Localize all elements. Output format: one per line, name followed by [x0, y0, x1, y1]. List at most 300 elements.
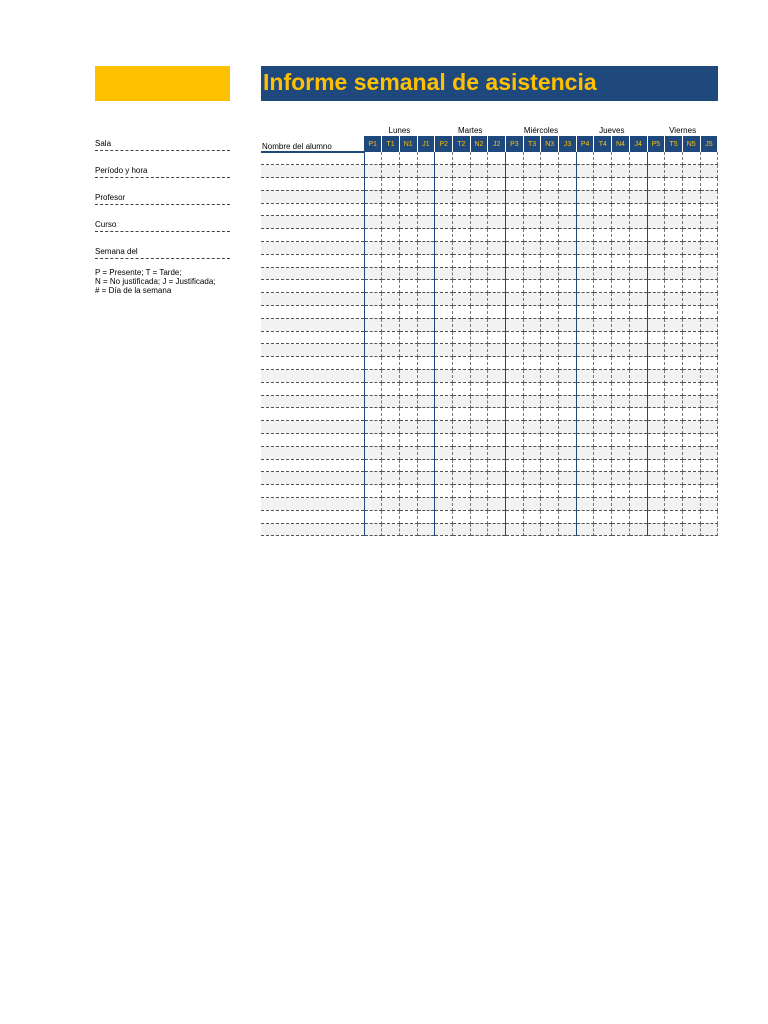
- attendance-cell[interactable]: [523, 485, 541, 498]
- attendance-cell[interactable]: [417, 472, 435, 485]
- attendance-cell[interactable]: [382, 318, 400, 331]
- attendance-cell[interactable]: [523, 446, 541, 459]
- attendance-cell[interactable]: [629, 459, 647, 472]
- attendance-cell[interactable]: [488, 459, 506, 472]
- attendance-cell[interactable]: [594, 254, 612, 267]
- attendance-cell[interactable]: [523, 408, 541, 421]
- student-name-cell[interactable]: [261, 446, 364, 459]
- attendance-cell[interactable]: [647, 523, 665, 536]
- attendance-cell[interactable]: [364, 472, 382, 485]
- attendance-cell[interactable]: [523, 203, 541, 216]
- attendance-cell[interactable]: [364, 408, 382, 421]
- attendance-cell[interactable]: [594, 498, 612, 511]
- attendance-cell[interactable]: [470, 498, 488, 511]
- attendance-cell[interactable]: [594, 446, 612, 459]
- attendance-cell[interactable]: [647, 229, 665, 242]
- attendance-cell[interactable]: [399, 165, 417, 178]
- attendance-cell[interactable]: [576, 370, 594, 383]
- attendance-cell[interactable]: [594, 178, 612, 191]
- attendance-cell[interactable]: [594, 382, 612, 395]
- attendance-cell[interactable]: [541, 331, 559, 344]
- attendance-cell[interactable]: [576, 190, 594, 203]
- attendance-cell[interactable]: [559, 498, 577, 511]
- attendance-cell[interactable]: [612, 190, 630, 203]
- attendance-cell[interactable]: [576, 280, 594, 293]
- attendance-cell[interactable]: [382, 459, 400, 472]
- attendance-cell[interactable]: [682, 498, 700, 511]
- attendance-cell[interactable]: [594, 293, 612, 306]
- attendance-cell[interactable]: [559, 510, 577, 523]
- attendance-cell[interactable]: [417, 293, 435, 306]
- attendance-cell[interactable]: [559, 165, 577, 178]
- attendance-cell[interactable]: [382, 306, 400, 319]
- attendance-cell[interactable]: [665, 434, 683, 447]
- attendance-cell[interactable]: [523, 382, 541, 395]
- attendance-cell[interactable]: [435, 216, 453, 229]
- attendance-cell[interactable]: [523, 344, 541, 357]
- attendance-cell[interactable]: [470, 408, 488, 421]
- attendance-cell[interactable]: [417, 254, 435, 267]
- attendance-cell[interactable]: [665, 395, 683, 408]
- attendance-cell[interactable]: [559, 331, 577, 344]
- attendance-cell[interactable]: [506, 152, 524, 165]
- attendance-cell[interactable]: [399, 190, 417, 203]
- attendance-cell[interactable]: [576, 203, 594, 216]
- attendance-cell[interactable]: [576, 306, 594, 319]
- info-field[interactable]: Período y hora: [95, 165, 230, 178]
- attendance-cell[interactable]: [399, 178, 417, 191]
- attendance-cell[interactable]: [665, 408, 683, 421]
- attendance-cell[interactable]: [629, 267, 647, 280]
- student-name-cell[interactable]: [261, 357, 364, 370]
- attendance-cell[interactable]: [576, 152, 594, 165]
- attendance-cell[interactable]: [417, 190, 435, 203]
- attendance-cell[interactable]: [452, 344, 470, 357]
- attendance-cell[interactable]: [523, 293, 541, 306]
- attendance-cell[interactable]: [612, 318, 630, 331]
- attendance-cell[interactable]: [452, 267, 470, 280]
- attendance-cell[interactable]: [647, 485, 665, 498]
- attendance-cell[interactable]: [470, 459, 488, 472]
- attendance-cell[interactable]: [435, 523, 453, 536]
- attendance-cell[interactable]: [382, 498, 400, 511]
- attendance-cell[interactable]: [506, 267, 524, 280]
- attendance-cell[interactable]: [647, 395, 665, 408]
- attendance-cell[interactable]: [470, 242, 488, 255]
- attendance-cell[interactable]: [594, 203, 612, 216]
- attendance-cell[interactable]: [594, 306, 612, 319]
- attendance-cell[interactable]: [629, 254, 647, 267]
- attendance-cell[interactable]: [364, 203, 382, 216]
- attendance-cell[interactable]: [665, 178, 683, 191]
- attendance-cell[interactable]: [523, 395, 541, 408]
- attendance-cell[interactable]: [417, 216, 435, 229]
- attendance-cell[interactable]: [417, 370, 435, 383]
- attendance-cell[interactable]: [364, 446, 382, 459]
- attendance-cell[interactable]: [647, 280, 665, 293]
- attendance-cell[interactable]: [612, 421, 630, 434]
- attendance-cell[interactable]: [629, 382, 647, 395]
- attendance-cell[interactable]: [541, 370, 559, 383]
- attendance-cell[interactable]: [452, 216, 470, 229]
- attendance-cell[interactable]: [629, 472, 647, 485]
- attendance-cell[interactable]: [364, 280, 382, 293]
- attendance-cell[interactable]: [576, 498, 594, 511]
- attendance-cell[interactable]: [576, 242, 594, 255]
- attendance-cell[interactable]: [488, 229, 506, 242]
- attendance-cell[interactable]: [523, 510, 541, 523]
- student-name-cell[interactable]: [261, 382, 364, 395]
- attendance-cell[interactable]: [364, 523, 382, 536]
- attendance-cell[interactable]: [435, 408, 453, 421]
- attendance-cell[interactable]: [559, 254, 577, 267]
- attendance-cell[interactable]: [452, 510, 470, 523]
- attendance-cell[interactable]: [559, 190, 577, 203]
- attendance-cell[interactable]: [506, 190, 524, 203]
- attendance-cell[interactable]: [576, 216, 594, 229]
- attendance-cell[interactable]: [417, 306, 435, 319]
- attendance-cell[interactable]: [435, 382, 453, 395]
- attendance-cell[interactable]: [364, 216, 382, 229]
- student-name-cell[interactable]: [261, 408, 364, 421]
- attendance-cell[interactable]: [541, 293, 559, 306]
- attendance-cell[interactable]: [382, 165, 400, 178]
- attendance-cell[interactable]: [541, 165, 559, 178]
- attendance-cell[interactable]: [700, 485, 718, 498]
- attendance-cell[interactable]: [682, 523, 700, 536]
- attendance-cell[interactable]: [541, 306, 559, 319]
- attendance-cell[interactable]: [523, 357, 541, 370]
- attendance-cell[interactable]: [417, 152, 435, 165]
- attendance-cell[interactable]: [452, 446, 470, 459]
- attendance-cell[interactable]: [382, 370, 400, 383]
- attendance-cell[interactable]: [364, 485, 382, 498]
- attendance-cell[interactable]: [470, 152, 488, 165]
- attendance-cell[interactable]: [506, 306, 524, 319]
- attendance-cell[interactable]: [435, 331, 453, 344]
- attendance-cell[interactable]: [506, 382, 524, 395]
- attendance-cell[interactable]: [541, 190, 559, 203]
- attendance-cell[interactable]: [612, 382, 630, 395]
- attendance-cell[interactable]: [364, 382, 382, 395]
- attendance-cell[interactable]: [399, 229, 417, 242]
- attendance-cell[interactable]: [559, 485, 577, 498]
- attendance-cell[interactable]: [612, 152, 630, 165]
- attendance-cell[interactable]: [541, 523, 559, 536]
- attendance-cell[interactable]: [452, 152, 470, 165]
- student-name-cell[interactable]: [261, 472, 364, 485]
- attendance-cell[interactable]: [488, 421, 506, 434]
- attendance-cell[interactable]: [364, 318, 382, 331]
- attendance-cell[interactable]: [382, 254, 400, 267]
- student-name-cell[interactable]: [261, 203, 364, 216]
- student-name-cell[interactable]: [261, 242, 364, 255]
- attendance-cell[interactable]: [647, 434, 665, 447]
- attendance-cell[interactable]: [382, 216, 400, 229]
- attendance-cell[interactable]: [682, 254, 700, 267]
- attendance-cell[interactable]: [594, 434, 612, 447]
- attendance-cell[interactable]: [576, 382, 594, 395]
- attendance-cell[interactable]: [506, 523, 524, 536]
- attendance-cell[interactable]: [647, 498, 665, 511]
- attendance-cell[interactable]: [594, 229, 612, 242]
- attendance-cell[interactable]: [665, 446, 683, 459]
- attendance-cell[interactable]: [506, 178, 524, 191]
- attendance-cell[interactable]: [629, 344, 647, 357]
- attendance-cell[interactable]: [417, 280, 435, 293]
- attendance-cell[interactable]: [576, 267, 594, 280]
- attendance-cell[interactable]: [399, 267, 417, 280]
- attendance-cell[interactable]: [506, 498, 524, 511]
- attendance-cell[interactable]: [594, 357, 612, 370]
- attendance-cell[interactable]: [364, 190, 382, 203]
- attendance-cell[interactable]: [435, 165, 453, 178]
- attendance-cell[interactable]: [612, 395, 630, 408]
- attendance-cell[interactable]: [700, 293, 718, 306]
- attendance-cell[interactable]: [452, 382, 470, 395]
- attendance-cell[interactable]: [700, 382, 718, 395]
- attendance-cell[interactable]: [612, 459, 630, 472]
- attendance-cell[interactable]: [559, 370, 577, 383]
- attendance-cell[interactable]: [682, 152, 700, 165]
- attendance-cell[interactable]: [364, 306, 382, 319]
- attendance-cell[interactable]: [541, 510, 559, 523]
- attendance-cell[interactable]: [417, 382, 435, 395]
- attendance-cell[interactable]: [364, 165, 382, 178]
- attendance-cell[interactable]: [612, 280, 630, 293]
- attendance-cell[interactable]: [506, 293, 524, 306]
- attendance-cell[interactable]: [576, 229, 594, 242]
- student-name-cell[interactable]: [261, 280, 364, 293]
- attendance-cell[interactable]: [399, 510, 417, 523]
- attendance-cell[interactable]: [647, 152, 665, 165]
- attendance-cell[interactable]: [647, 510, 665, 523]
- attendance-cell[interactable]: [364, 254, 382, 267]
- attendance-cell[interactable]: [488, 370, 506, 383]
- attendance-cell[interactable]: [647, 446, 665, 459]
- attendance-cell[interactable]: [399, 446, 417, 459]
- attendance-cell[interactable]: [470, 267, 488, 280]
- attendance-cell[interactable]: [682, 395, 700, 408]
- attendance-cell[interactable]: [612, 434, 630, 447]
- student-name-cell[interactable]: [261, 498, 364, 511]
- attendance-cell[interactable]: [417, 421, 435, 434]
- attendance-cell[interactable]: [452, 485, 470, 498]
- attendance-cell[interactable]: [647, 190, 665, 203]
- attendance-cell[interactable]: [665, 510, 683, 523]
- attendance-cell[interactable]: [541, 242, 559, 255]
- attendance-cell[interactable]: [399, 472, 417, 485]
- attendance-cell[interactable]: [559, 357, 577, 370]
- attendance-cell[interactable]: [399, 370, 417, 383]
- attendance-cell[interactable]: [488, 434, 506, 447]
- attendance-cell[interactable]: [506, 510, 524, 523]
- attendance-cell[interactable]: [559, 472, 577, 485]
- attendance-cell[interactable]: [594, 395, 612, 408]
- attendance-cell[interactable]: [647, 242, 665, 255]
- attendance-cell[interactable]: [506, 165, 524, 178]
- attendance-cell[interactable]: [594, 421, 612, 434]
- attendance-cell[interactable]: [665, 165, 683, 178]
- attendance-cell[interactable]: [647, 472, 665, 485]
- attendance-cell[interactable]: [382, 382, 400, 395]
- attendance-cell[interactable]: [682, 485, 700, 498]
- attendance-cell[interactable]: [612, 165, 630, 178]
- attendance-cell[interactable]: [452, 190, 470, 203]
- attendance-cell[interactable]: [435, 434, 453, 447]
- attendance-cell[interactable]: [594, 510, 612, 523]
- attendance-cell[interactable]: [364, 370, 382, 383]
- attendance-cell[interactable]: [647, 165, 665, 178]
- attendance-cell[interactable]: [470, 421, 488, 434]
- attendance-cell[interactable]: [612, 523, 630, 536]
- attendance-cell[interactable]: [470, 280, 488, 293]
- attendance-cell[interactable]: [364, 434, 382, 447]
- attendance-cell[interactable]: [559, 267, 577, 280]
- attendance-cell[interactable]: [665, 498, 683, 511]
- attendance-cell[interactable]: [470, 216, 488, 229]
- student-name-cell[interactable]: [261, 523, 364, 536]
- attendance-cell[interactable]: [559, 280, 577, 293]
- attendance-cell[interactable]: [382, 280, 400, 293]
- attendance-cell[interactable]: [700, 370, 718, 383]
- attendance-cell[interactable]: [700, 510, 718, 523]
- attendance-cell[interactable]: [612, 408, 630, 421]
- attendance-cell[interactable]: [612, 242, 630, 255]
- attendance-cell[interactable]: [382, 523, 400, 536]
- attendance-cell[interactable]: [488, 280, 506, 293]
- attendance-cell[interactable]: [700, 178, 718, 191]
- attendance-cell[interactable]: [382, 408, 400, 421]
- attendance-cell[interactable]: [541, 254, 559, 267]
- attendance-cell[interactable]: [612, 293, 630, 306]
- attendance-cell[interactable]: [629, 293, 647, 306]
- attendance-cell[interactable]: [399, 242, 417, 255]
- attendance-cell[interactable]: [541, 408, 559, 421]
- attendance-cell[interactable]: [452, 203, 470, 216]
- attendance-cell[interactable]: [488, 254, 506, 267]
- attendance-cell[interactable]: [559, 382, 577, 395]
- attendance-cell[interactable]: [665, 382, 683, 395]
- attendance-cell[interactable]: [629, 395, 647, 408]
- attendance-cell[interactable]: [488, 523, 506, 536]
- attendance-cell[interactable]: [417, 446, 435, 459]
- attendance-cell[interactable]: [364, 293, 382, 306]
- attendance-cell[interactable]: [382, 152, 400, 165]
- student-name-cell[interactable]: [261, 344, 364, 357]
- attendance-cell[interactable]: [470, 434, 488, 447]
- attendance-cell[interactable]: [470, 370, 488, 383]
- attendance-cell[interactable]: [523, 498, 541, 511]
- attendance-cell[interactable]: [488, 165, 506, 178]
- attendance-cell[interactable]: [682, 203, 700, 216]
- attendance-cell[interactable]: [417, 395, 435, 408]
- attendance-cell[interactable]: [700, 498, 718, 511]
- attendance-cell[interactable]: [364, 344, 382, 357]
- attendance-cell[interactable]: [594, 242, 612, 255]
- attendance-cell[interactable]: [541, 434, 559, 447]
- attendance-cell[interactable]: [700, 165, 718, 178]
- attendance-cell[interactable]: [382, 293, 400, 306]
- attendance-cell[interactable]: [647, 408, 665, 421]
- attendance-cell[interactable]: [417, 408, 435, 421]
- student-name-cell[interactable]: [261, 318, 364, 331]
- attendance-cell[interactable]: [576, 459, 594, 472]
- attendance-cell[interactable]: [523, 331, 541, 344]
- attendance-cell[interactable]: [523, 306, 541, 319]
- attendance-cell[interactable]: [399, 357, 417, 370]
- attendance-cell[interactable]: [506, 472, 524, 485]
- attendance-cell[interactable]: [541, 344, 559, 357]
- attendance-cell[interactable]: [665, 370, 683, 383]
- attendance-cell[interactable]: [399, 280, 417, 293]
- attendance-cell[interactable]: [647, 254, 665, 267]
- attendance-cell[interactable]: [576, 293, 594, 306]
- attendance-cell[interactable]: [665, 306, 683, 319]
- attendance-cell[interactable]: [682, 216, 700, 229]
- attendance-cell[interactable]: [647, 216, 665, 229]
- attendance-cell[interactable]: [541, 152, 559, 165]
- attendance-cell[interactable]: [452, 306, 470, 319]
- attendance-cell[interactable]: [470, 178, 488, 191]
- attendance-cell[interactable]: [682, 408, 700, 421]
- attendance-cell[interactable]: [541, 203, 559, 216]
- attendance-cell[interactable]: [612, 370, 630, 383]
- attendance-cell[interactable]: [364, 152, 382, 165]
- attendance-cell[interactable]: [629, 190, 647, 203]
- attendance-cell[interactable]: [523, 178, 541, 191]
- attendance-cell[interactable]: [700, 357, 718, 370]
- attendance-cell[interactable]: [399, 395, 417, 408]
- attendance-cell[interactable]: [559, 344, 577, 357]
- attendance-cell[interactable]: [488, 242, 506, 255]
- student-name-cell[interactable]: [261, 421, 364, 434]
- attendance-cell[interactable]: [470, 254, 488, 267]
- attendance-cell[interactable]: [665, 242, 683, 255]
- attendance-cell[interactable]: [629, 370, 647, 383]
- attendance-cell[interactable]: [506, 331, 524, 344]
- attendance-cell[interactable]: [576, 446, 594, 459]
- attendance-cell[interactable]: [541, 357, 559, 370]
- attendance-cell[interactable]: [559, 242, 577, 255]
- attendance-cell[interactable]: [488, 331, 506, 344]
- attendance-cell[interactable]: [435, 344, 453, 357]
- attendance-cell[interactable]: [541, 382, 559, 395]
- student-name-cell[interactable]: [261, 485, 364, 498]
- attendance-cell[interactable]: [682, 421, 700, 434]
- attendance-cell[interactable]: [523, 434, 541, 447]
- attendance-cell[interactable]: [435, 178, 453, 191]
- attendance-cell[interactable]: [470, 357, 488, 370]
- attendance-cell[interactable]: [417, 229, 435, 242]
- attendance-cell[interactable]: [559, 395, 577, 408]
- attendance-cell[interactable]: [417, 165, 435, 178]
- attendance-cell[interactable]: [452, 498, 470, 511]
- attendance-cell[interactable]: [576, 395, 594, 408]
- attendance-cell[interactable]: [700, 434, 718, 447]
- attendance-cell[interactable]: [470, 510, 488, 523]
- attendance-cell[interactable]: [488, 203, 506, 216]
- attendance-cell[interactable]: [452, 331, 470, 344]
- attendance-cell[interactable]: [647, 203, 665, 216]
- attendance-cell[interactable]: [435, 485, 453, 498]
- attendance-cell[interactable]: [559, 293, 577, 306]
- attendance-cell[interactable]: [488, 395, 506, 408]
- attendance-cell[interactable]: [399, 382, 417, 395]
- attendance-cell[interactable]: [399, 331, 417, 344]
- attendance-cell[interactable]: [559, 421, 577, 434]
- attendance-cell[interactable]: [629, 280, 647, 293]
